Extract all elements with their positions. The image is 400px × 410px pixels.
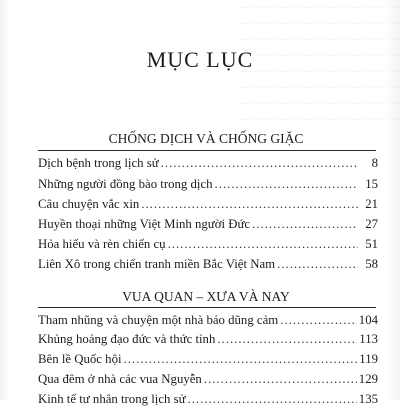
dot-leader [277,257,358,272]
entry-page: 119 [359,352,378,366]
toc-entry[interactable] [38,313,378,331]
dot-leader [161,156,358,171]
entry-page: 113 [359,332,378,346]
toc-title: MỤC LỤC [146,47,254,72]
entry-page: 129 [358,372,378,386]
toc-entry[interactable] [38,332,378,350]
toc-entry[interactable] [38,177,378,195]
toc-entry[interactable] [38,237,378,255]
dot-leader [217,332,357,347]
toc-entry[interactable] [38,197,378,215]
entry-page: 104 [358,313,378,327]
dot-leader [141,197,358,212]
entry-title: Khủng hoảng đạo đức và thức tỉnh [38,332,216,346]
entry-page: 27 [365,217,378,231]
toc-entry[interactable] [38,352,378,370]
entry-title: Câu chuyện vắc xin [38,197,140,211]
toc-entry[interactable] [38,372,378,390]
entry-title: Liên Xô trong chiến tranh miền Bắc Việt Nam [38,257,276,271]
dot-leader [168,237,358,252]
section-divider-1 [38,150,376,151]
entry-page: 51 [365,237,378,251]
entry-title: Qua đêm ở nhà các vua Nguyễn [38,372,202,386]
bleed-through-text: — — — — — — — — — — — — — — — — — — — — — — — — — — — — — — — — — — — — — — — — — — — — — — — — — — — — — — — — — — — — — — — — — — — — — — — — — — — — — — — — — — — — — — — — — — — — — — — — — — — — — — — — [240,2,400,125]
dot-leader [124,352,358,367]
toc-entry[interactable] [38,156,378,174]
entry-title: Tham nhũng và chuyện một nhà báo dũng cảm [38,313,279,327]
entry-title: Dịch bệnh trong lịch sử [38,156,159,170]
section-heading-2: VUA QUAN – XƯA VÀ NAY [122,289,290,304]
entry-title: Hỏa hiếu và rèn chiến cụ [38,237,166,251]
entry-title: Bên lề Quốc hội [38,352,122,366]
dot-leader [252,217,358,232]
entry-title: Kinh tế tư nhân trong lịch sử [38,392,186,406]
entry-title: Huyền thoại những Việt Minh người Đức [38,217,251,231]
toc-entry[interactable] [38,392,378,410]
entry-page: 21 [365,197,378,211]
entry-title: Những người đồng bào trong dịch [38,177,213,191]
toc-entry[interactable] [38,217,378,235]
entry-page: 8 [371,156,378,170]
entry-page: 58 [365,257,378,271]
section-divider-2 [38,307,376,308]
toc-entry[interactable] [38,257,378,275]
dot-leader [204,372,357,387]
section-heading-1: CHỐNG DỊCH VÀ CHỐNG GIẶC [108,131,304,146]
entry-page: 135 [358,392,378,406]
entry-page: 15 [365,177,378,191]
dot-leader [215,177,358,192]
dot-leader [280,313,357,328]
